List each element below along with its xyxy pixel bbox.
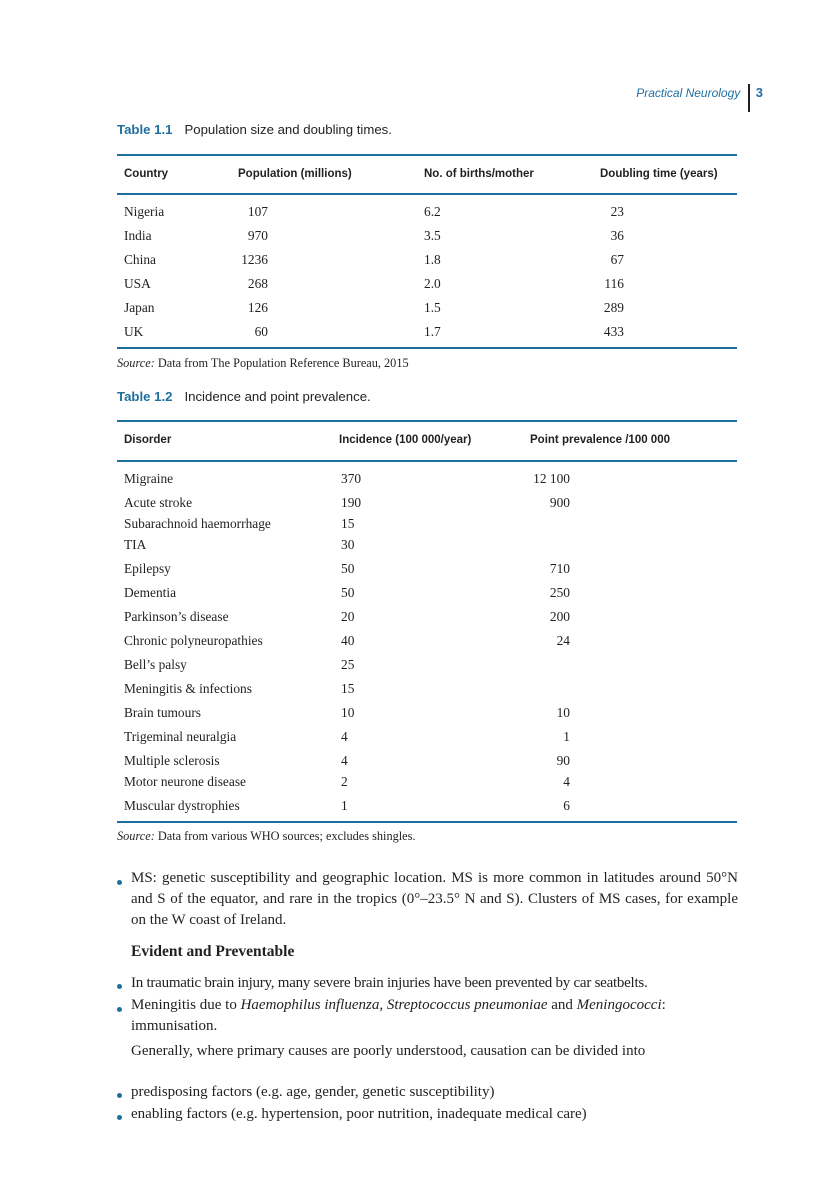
table-2-cell-incidence: 15 [341,516,355,531]
haemophilus-name: Haemophilus influenza [240,997,380,1013]
meningitis-text-2: : immunisation. [131,997,666,1034]
table-2-cell-prevalence: 90 [556,753,570,768]
table-1-cell-population: 268 [247,276,268,291]
meningitis-and: and [547,997,577,1013]
table-1-cell-births: 3.5 [424,228,441,243]
meningococci-name: Meningococci [576,997,662,1013]
section-heading: Evident and Preventable [131,943,295,960]
journal-title: Practical Neurology [636,86,741,100]
table-2-cell-disorder: Acute stroke [124,495,193,510]
table-2-cell-disorder: Multiple sclerosis [124,753,220,768]
table-2-cell-prevalence: 12 100 [533,471,570,486]
table-1-cell-births: 2.0 [424,276,441,291]
table-1-cell-population: 1236 [241,252,268,267]
table-2-cell-disorder: Parkinson’s disease [124,609,229,624]
table-2-cell-prevalence: 10 [556,705,570,720]
table-2-cell-prevalence: 6 [563,798,570,813]
enabling-paragraph: enabling factors (e.g. hypertension, poor nutrition, inadequate medical care) [131,1106,587,1122]
table-2-cell-disorder: Migraine [124,471,174,486]
table-1-cell-country: Japan [124,300,155,315]
running-head [636,84,763,112]
table-2-title: Incidence and point prevalence. [184,389,371,404]
table-1-cell-doubling: 23 [610,204,624,219]
table-1-cell-country: China [124,252,156,267]
meningitis-text-1: Meningitis due to [131,997,241,1013]
table-2-cell-incidence: 25 [341,657,355,672]
table-2-source-text: Data from various WHO sources; excludes shingles. [157,829,416,843]
table-1-source [117,356,409,371]
table-2-cell-prevalence: 250 [549,585,570,600]
table-1-caption [117,122,392,137]
table-2-source-label: Source: [117,829,155,843]
page-number: 3 [755,85,763,100]
table-2-header-rule [117,460,737,462]
table-2-cell-disorder: Motor neurone disease [124,774,246,789]
table-2-cell-disorder: TIA [124,537,147,552]
table-2-cell-disorder: Epilepsy [124,561,171,576]
bullet-predisposing [117,1093,122,1098]
tbi-paragraph: In traumatic brain injury, many severe brain injuries have been prevented by car seatbelts. [131,975,648,991]
table-2-cell-disorder: Chronic polyneuropathies [124,633,263,648]
table-2-cell-prevalence: 24 [556,633,570,648]
bullet-ms [117,880,122,885]
table-2-cell-incidence: 4 [341,753,348,768]
table-2-cell-prevalence: 900 [549,495,570,510]
table-2-cell-incidence: 10 [341,705,355,720]
table-1-cell-population: 126 [247,300,268,315]
table-1-cell-births: 6.2 [424,204,441,219]
table-2-cell-disorder: Subarachnoid haemorrhage [124,516,271,531]
table-1-cell-country: UK [124,324,144,339]
table-2-top-rule [117,420,737,422]
table-2-header-prevalence: Point prevalence /100 000 [530,434,670,446]
table-1-cell-births: 1.5 [424,300,441,315]
table-2-cell-incidence: 1 [341,798,348,813]
table-1-top-rule [117,154,737,156]
table-2-cell-incidence: 20 [341,609,355,624]
generally-paragraph: Generally, where primary causes are poorly understood, causation can be divided into [131,1043,646,1059]
table-2-cell-incidence: 15 [341,681,355,696]
table-1-header-population: Population (millions) [238,168,352,180]
table-2-header-incidence: Incidence (100 000/year) [339,434,472,446]
meningitis-sep: , [379,997,387,1013]
table-2-bottom-rule [117,821,737,823]
table-2-cell-incidence: 190 [341,495,362,510]
table-1-cell-births: 1.7 [424,324,441,339]
table-2-cell-disorder: Meningitis & infections [124,681,252,696]
table-1-cell-doubling: 116 [604,276,624,291]
streptococcus-name: Streptococcus pneumoniae [386,997,548,1013]
table-2-header-disorder: Disorder [124,434,172,446]
table-2-cell-incidence: 2 [341,774,348,789]
bullet-tbi [117,984,122,989]
table-1-bottom-rule [117,347,737,349]
table-2-number: Table 1.2 [117,389,173,404]
table-1-cell-doubling: 67 [610,252,624,267]
table-1-title: Population size and doubling times. [184,122,392,137]
table-1-cell-doubling: 433 [603,324,624,339]
table-1-cell-population: 107 [247,204,268,219]
bullet-meningitis [117,1007,122,1012]
meningitis-paragraph [131,995,738,1037]
table-2-cell-disorder: Muscular dystrophies [124,798,240,813]
table-2-cell-prevalence: 1 [563,729,570,744]
table-2-cell-incidence: 50 [341,561,355,576]
bullet-enabling [117,1115,122,1120]
table-1-cell-doubling: 36 [610,228,624,243]
table-2-cell-disorder: Brain tumours [124,705,201,720]
table-2-cell-disorder: Dementia [124,585,177,600]
table-1-source-text: Data from The Population Reference Bureau, 2015 [157,356,409,370]
ms-paragraph: MS: genetic susceptibility and geographic location. MS is more common in latitudes around 50°N and S of the equator, and rare in the tropics (0°–23.5° N and S). Clusters of MS cases, for example on the W coast of Ireland. [131,870,738,928]
table-1-cell-country: India [124,228,152,243]
table-1-header-country: Country [124,168,169,180]
table-2-cell-incidence: 50 [341,585,355,600]
predisposing-paragraph: predisposing factors (e.g. age, gender, genetic susceptibility) [131,1084,495,1100]
table-1-cell-births: 1.8 [424,252,441,267]
table-1-number: Table 1.1 [117,122,173,137]
table-2-cell-disorder: Trigeminal neuralgia [124,729,237,744]
table-2-caption [117,389,371,404]
table-2-cell-prevalence: 710 [549,561,570,576]
table-2-cell-incidence: 370 [341,471,362,486]
table-1-cell-doubling: 289 [603,300,624,315]
table-1-cell-country: Nigeria [124,204,165,219]
running-head-rule [748,84,750,112]
table-1-cell-population: 60 [254,324,268,339]
table-2-source [117,829,415,844]
table-2-cell-incidence: 40 [341,633,355,648]
table-1-cell-population: 970 [247,228,268,243]
table-1-cell-country: USA [124,276,151,291]
table-2-cell-incidence: 30 [341,537,355,552]
table-1-header-doubling: Doubling time (years) [600,168,718,180]
table-2-cell-incidence: 4 [341,729,348,744]
table-2-cell-disorder: Bell’s palsy [124,657,187,672]
table-2-cell-prevalence: 4 [563,774,570,789]
table-1-source-label: Source: [117,356,155,370]
table-2-cell-prevalence: 200 [549,609,570,624]
table-1-header-births: No. of births/mother [424,168,534,180]
table-1-header-rule [117,193,737,195]
